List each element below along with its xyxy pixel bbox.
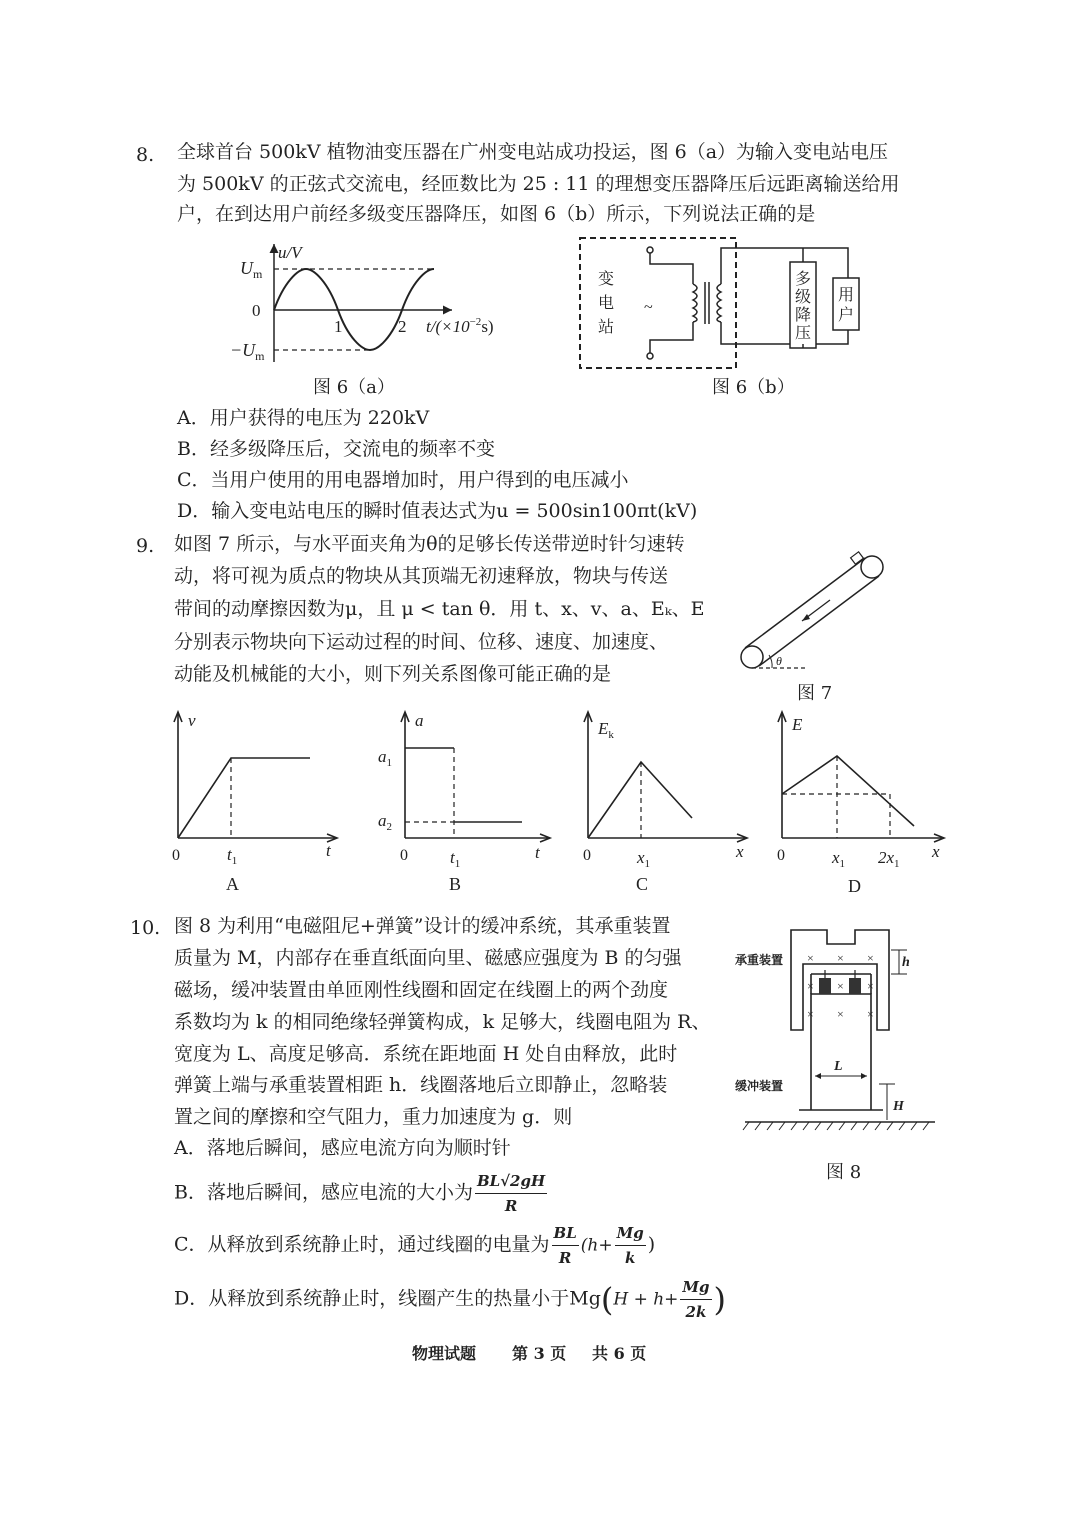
fig6a-xlabel-end: s) — [481, 317, 494, 336]
graph-b-letter: B — [449, 874, 462, 894]
q10-option-c-end: ) — [647, 1233, 656, 1256]
graph-a-xlabel: t — [326, 841, 331, 860]
fig6b-station-2: 电 — [598, 295, 615, 312]
graph-d-tick2: 2x — [878, 848, 895, 867]
q10-option-b-text: B．落地后瞬间，感应电流的大小为 — [174, 1181, 473, 1204]
graph-c-xlabel: x — [736, 842, 744, 861]
graph-c-origin: 0 — [583, 847, 591, 864]
q9-stem-line4: 分别表示物块向下运动过程的时间、位移、速度、加速度、 — [174, 631, 669, 653]
q9-stem-line3: 带间的动摩擦因数为μ，且 μ < tan θ．用 t、x、v、a、Eₖ、E — [174, 598, 705, 620]
svg-text:−Um — [230, 340, 265, 363]
q8-option-a: A．用户获得的电压为 220kV — [177, 407, 430, 429]
q10-option-b-fraction — [475, 1170, 547, 1217]
fig8-cross: × — [807, 979, 814, 993]
q10-option-c — [174, 1222, 655, 1269]
svg-text:t/(×10−2s) — [426, 316, 494, 336]
fig6b-multi-4: 压 — [795, 325, 812, 342]
q10-option-c-num2: Mg — [615, 1222, 646, 1246]
graph-a-origin: 0 — [172, 847, 180, 864]
q10-stem-line7: 置之间的摩擦和空气阻力，重力加速度为 g．则 — [174, 1106, 573, 1128]
fig8-cross: × — [837, 1007, 844, 1021]
graph-c-tick-sub: 1 — [644, 858, 651, 870]
fig6b-caption: 图 6（b） — [712, 377, 795, 398]
fig8-cross: × — [837, 951, 844, 965]
graph-c — [570, 708, 760, 898]
fig8-caption: 图 8 — [826, 1162, 862, 1183]
q8-option-b: B．经多级降压后，交流电的频率不变 — [177, 438, 495, 460]
q10-option-d: D．从释放到系统静止时，线圈产生的热量小于Mg(H + h+ $\frac{Mg}{2k}$ ) — [174, 1278, 726, 1321]
q10-option-c-fraction-2 — [615, 1222, 646, 1269]
fig8-load-label: 承重装置 — [735, 953, 784, 967]
q10-option-d-num: Mg — [680, 1276, 711, 1300]
fig8-buffer-label: 缓冲装置 — [735, 1079, 784, 1093]
q9-stem-line1: 如图 7 所示，与水平面夹角为θ的足够长传送带逆时针匀速转 — [174, 533, 685, 555]
fig8-H: H — [893, 1099, 904, 1114]
graph-a-letter: A — [226, 874, 239, 894]
fig6b-ac-symbol: ~ — [644, 299, 653, 316]
svg-text:t1 — [450, 848, 460, 870]
graph-b-ylabel: a — [415, 711, 424, 730]
fig8-cross: × — [807, 1007, 814, 1021]
figure-6b-circuit — [578, 234, 858, 374]
graph-d-tick2-sub: 1 — [894, 858, 900, 870]
graph-d-tick: x — [832, 848, 840, 867]
fig6a-neg-um: −U — [230, 340, 256, 360]
q8-stem-line3: 户，在到达用户前经多级变压器降压，如图 6（b）所示，下列说法正确的是 — [177, 203, 816, 225]
fig6b-multi-1: 多 — [795, 271, 812, 288]
q10-option-c-mid: (h+ — [580, 1235, 613, 1256]
fig6b-multi-2: 级 — [795, 289, 812, 306]
graph-d — [764, 708, 954, 898]
q10-option-c-num: BL — [552, 1222, 579, 1246]
q8-number: 8. — [136, 144, 155, 166]
graph-d-tick-sub: 1 — [839, 858, 846, 870]
q10-number: 10. — [130, 917, 161, 939]
svg-text:x1 — [636, 848, 650, 870]
q10-option-b-numerator: BL√2gH — [475, 1170, 547, 1194]
svg-text:a2 — [378, 811, 392, 833]
graph-b-origin: 0 — [400, 847, 408, 864]
fig6a-xlabel-exp: −2 — [469, 316, 482, 328]
graph-c-tick: x — [637, 848, 645, 867]
q10-option-c-text: C．从释放到系统静止时，通过线圈的电量为 — [174, 1233, 550, 1256]
graph-a-curve — [178, 758, 310, 838]
fig6a-ylabel: u/V — [278, 243, 302, 262]
q8-option-c: C．当用户使用的用电器增加时，用户得到的电压减小 — [177, 469, 629, 491]
q8-stem-line1: 全球首台 500kV 植物油变压器在广州变电站成功投运，图 6（a）为输入变电站电压 — [177, 141, 889, 163]
q10-stem-line6: 弹簧上端与承重装置相距 h．线圈落地后立即静止，忽略装 — [174, 1074, 668, 1096]
fig8-cross: × — [867, 1007, 874, 1021]
graph-b-a1: a — [378, 747, 387, 766]
q10-stem-line2: 质量为 M，内部存在垂直纸面向里、磁感应强度为 B 的匀强 — [174, 947, 682, 969]
fig8-h: h — [902, 955, 910, 970]
q10-option-c-fraction — [552, 1222, 579, 1269]
q10-option-d-mid: H + h+ — [613, 1289, 679, 1310]
q10-stem-line1: 图 8 为利用“电磁阻尼+弹簧”设计的缓冲系统，其承重装置 — [174, 915, 671, 937]
fig8-L: L — [834, 1059, 843, 1074]
q10-option-d-fraction — [680, 1276, 711, 1323]
fig6b-station-1: 变 — [598, 271, 615, 288]
footer-page: 第 3 页 — [512, 1344, 567, 1363]
fig6b-station-3: 站 — [598, 319, 615, 336]
q9-number: 9. — [136, 535, 155, 557]
graph-b-xlabel: t — [535, 843, 540, 862]
graph-d-curve — [782, 756, 914, 826]
q10-option-b-denominator: R — [504, 1197, 518, 1215]
fig8-cross: × — [807, 951, 814, 965]
graph-a-tick-sub: 1 — [231, 855, 238, 867]
fig6a-zero: 0 — [252, 301, 261, 320]
svg-text:t1 — [227, 845, 237, 867]
fig6a-neg-um-sub: m — [255, 349, 265, 363]
footer-total: 共 6 页 — [592, 1344, 647, 1363]
graph-b-tick: t — [450, 848, 455, 867]
fig6a-xlabel: t/(×10 — [426, 317, 470, 336]
graph-b-tick-sub: 1 — [454, 858, 461, 870]
fig7-caption: 图 7 — [797, 683, 833, 704]
graph-d-origin: 0 — [777, 847, 785, 864]
fig6a-caption: 图 6（a） — [313, 377, 395, 398]
q10-stem-line4: 系数均为 k 的相同绝缘轻弹簧构成，k 足够大，线圈电阻为 R、 — [174, 1011, 711, 1033]
fig6a-tick-2: 2 — [398, 317, 407, 336]
svg-text:x1 — [831, 848, 845, 870]
q10-stem-line3: 磁场，缓冲装置由单匝刚性线圈和固定在线圈上的两个劲度 — [174, 979, 669, 1001]
graph-c-ylabel: E — [598, 719, 609, 738]
figure-6a-sine-graph — [230, 238, 520, 368]
fig8-cross: × — [867, 979, 874, 993]
q10-option-a: A．落地后瞬间，感应电流方向为顺时针 — [174, 1137, 511, 1159]
q8-option-d: D．输入变电站电压的瞬时值表达式为u = 500sin100πt(kV) — [177, 500, 698, 522]
svg-text:Ek — [597, 719, 614, 741]
q8-stem-line2: 为 500kV 的正弦式交流电，经匝数比为 25 : 11 的理想变压器降压后远距离输送给用 — [177, 173, 900, 195]
graph-b-a1-sub: 1 — [386, 757, 392, 769]
graph-b — [370, 708, 560, 898]
q10-option-b — [174, 1170, 549, 1217]
fig6b-user-1: 用 — [838, 287, 855, 304]
graph-c-ylabel-sub: k — [608, 729, 614, 741]
fig8-cross: × — [867, 951, 874, 965]
q9-stem-line2: 动，将可视为质点的物块从其顶端无初速释放，物块与传送 — [174, 565, 669, 587]
figure-7-conveyor — [736, 550, 896, 675]
graph-b-a2: a — [378, 811, 387, 830]
fig6a-um-sub: m — [253, 267, 263, 281]
graph-c-letter: C — [636, 874, 649, 894]
fig6b-user-2: 户 — [838, 307, 855, 324]
svg-text:a1 — [378, 747, 392, 769]
svg-text:2x1 — [878, 848, 900, 870]
graph-d-xlabel: x — [932, 842, 940, 861]
footer-subject: 物理试题 — [412, 1344, 477, 1363]
figure-8-buffer-system — [735, 910, 940, 1140]
svg-text:Um — [240, 258, 263, 281]
q10-stem-line5: 宽度为 L、高度足够高．系统在距地面 H 处自由释放，此时 — [174, 1043, 678, 1065]
q10-option-c-den: R — [558, 1249, 572, 1267]
fig6a-tick-1: 1 — [334, 317, 343, 336]
graph-d-letter: D — [848, 876, 861, 896]
graph-b-a2-sub: 2 — [386, 821, 392, 833]
fig6b-multi-3: 降 — [795, 307, 812, 324]
q10-option-d-text: D．从释放到系统静止时，线圈产生的热量小于Mg — [174, 1287, 601, 1310]
fig8-cross: × — [837, 979, 844, 993]
graph-a — [160, 708, 350, 898]
q10-option-d-den: 2k — [685, 1303, 707, 1321]
graph-a-ylabel: v — [188, 711, 196, 730]
q9-stem-line5: 动能及机械能的大小，则下列关系图像可能正确的是 — [174, 663, 612, 685]
q10-option-c-den2: k — [624, 1249, 636, 1267]
fig6a-um: U — [240, 258, 253, 278]
graph-c-curve — [588, 762, 692, 838]
graph-d-ylabel: E — [792, 715, 803, 734]
fig7-theta: θ — [776, 654, 782, 668]
graph-a-tick: t — [227, 845, 232, 864]
